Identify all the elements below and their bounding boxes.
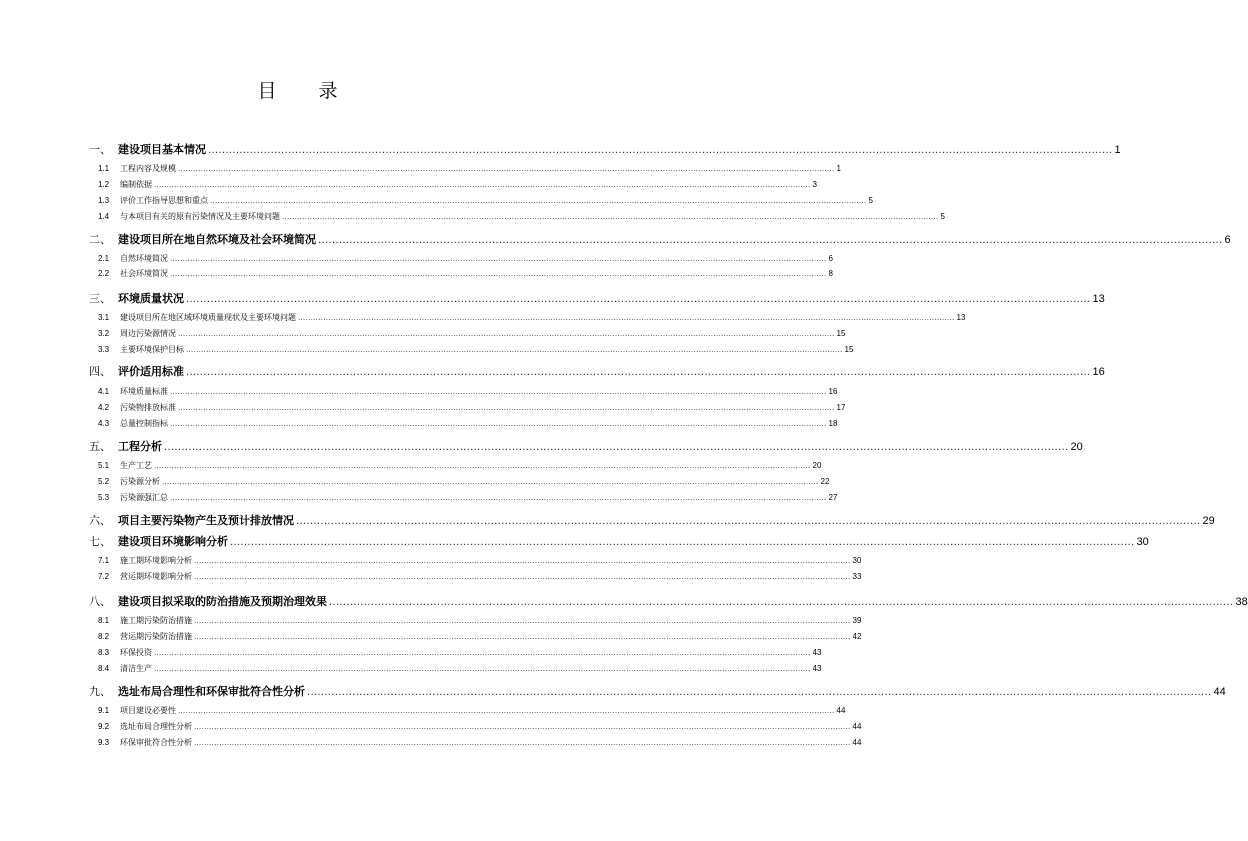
toc-entry-number: 9.2 xyxy=(98,722,110,731)
toc-entry-title: 主要环境保护目标 xyxy=(120,345,184,354)
toc-entry-number: 5.2 xyxy=(98,477,110,486)
toc-entry-title: 建设项目基本情况 xyxy=(118,143,206,156)
toc-entry-number: 2.2 xyxy=(98,269,110,278)
toc-dot-leader: .................................................................................................................................................................................................................................................................... xyxy=(186,346,843,354)
toc-entry-number: 5.3 xyxy=(98,493,110,502)
toc-section-entry[interactable] xyxy=(98,344,854,355)
toc-entry-number: 五、 xyxy=(89,440,111,453)
toc-entry-number: 九、 xyxy=(89,685,111,698)
toc-entry-title: 建设项目环境影响分析 xyxy=(118,535,228,548)
toc-entry-number: 七、 xyxy=(89,535,111,548)
toc-entry-number: 六、 xyxy=(89,514,111,527)
toc-entry-title: 项目主要污染物产生及预计排放情况 xyxy=(118,514,294,527)
toc-entry-title: 生产工艺 xyxy=(120,461,152,470)
toc-section-entry[interactable] xyxy=(98,647,822,658)
toc-entry-number: 4.3 xyxy=(98,419,110,428)
toc-page-number: 15 xyxy=(836,329,846,338)
toc-dot-leader: .................................................................................................................................................................................................................................................................... xyxy=(170,255,827,263)
toc-section-entry[interactable] xyxy=(98,615,862,626)
toc-entry-title: 环境质量标准 xyxy=(120,387,168,396)
toc-entry-number: 3.3 xyxy=(98,345,110,354)
toc-entry-number: 3.2 xyxy=(98,329,110,338)
toc-section-entry[interactable] xyxy=(98,631,862,642)
toc-dot-leader: .................................................................................................................................................................................................................................................................... xyxy=(282,213,939,221)
toc-section-entry[interactable] xyxy=(98,721,862,732)
toc-page-number: 17 xyxy=(836,403,846,412)
toc-chapter-entry[interactable] xyxy=(89,438,1083,454)
toc-section-entry[interactable] xyxy=(98,705,846,716)
toc-page-number: 6 xyxy=(828,254,833,263)
toc-page-number: 8 xyxy=(828,269,833,278)
toc-section-entry[interactable] xyxy=(98,571,862,582)
toc-dot-leader: .................................................................................................................................................................................................................................................................... xyxy=(318,235,1223,246)
toc-chapter-entry[interactable] xyxy=(89,290,1105,306)
toc-entry-number: 4.2 xyxy=(98,403,110,412)
toc-page-number: 44 xyxy=(836,706,846,715)
toc-section-entry[interactable] xyxy=(98,555,862,566)
toc-page-number: 1 xyxy=(836,164,841,173)
toc-page-number: 30 xyxy=(852,556,862,565)
toc-section-entry[interactable] xyxy=(98,663,822,674)
toc-page-number: 44 xyxy=(852,722,862,731)
toc-section-entry[interactable] xyxy=(98,386,838,397)
toc-entry-number: 9.3 xyxy=(98,738,110,747)
toc-page-number: 29 xyxy=(1202,515,1215,527)
toc-entry-title: 营运期污染防治措施 xyxy=(120,632,192,641)
toc-dot-leader: .................................................................................................................................................................................................................................................................... xyxy=(194,557,851,565)
toc-page-number: 13 xyxy=(1092,293,1105,305)
toc-dot-leader: .................................................................................................................................................................................................................................................................... xyxy=(170,388,827,396)
toc-page-number: 20 xyxy=(812,461,822,470)
toc-dot-leader: .................................................................................................................................................................................................................................................................... xyxy=(307,687,1212,698)
toc-entry-number: 1.3 xyxy=(98,196,110,205)
toc-entry-title: 营运期环境影响分析 xyxy=(120,572,192,581)
toc-entry-title: 清洁生产 xyxy=(120,664,152,673)
toc-chapter-entry[interactable] xyxy=(89,593,1248,609)
toc-section-entry[interactable] xyxy=(98,253,833,264)
toc-dot-leader: .................................................................................................................................................................................................................................................................... xyxy=(178,330,835,338)
toc-dot-leader: .................................................................................................................................................................................................................................................................... xyxy=(170,270,827,278)
toc-page-number: 5 xyxy=(868,196,873,205)
toc-dot-leader: .................................................................................................................................................................................................................................................................... xyxy=(170,420,827,428)
toc-entry-number: 二、 xyxy=(89,233,111,246)
toc-entry-number: 三、 xyxy=(89,292,111,305)
toc-entry-number: 8.1 xyxy=(98,616,110,625)
toc-dot-leader: .................................................................................................................................................................................................................................................................... xyxy=(170,494,827,502)
toc-dot-leader: .................................................................................................................................................................................................................................................................... xyxy=(298,314,955,322)
toc-dot-leader: .................................................................................................................................................................................................................................................................... xyxy=(329,597,1234,608)
toc-entry-title: 污染源强汇总 xyxy=(120,493,168,502)
toc-entry-title: 评价适用标准 xyxy=(118,365,184,378)
toc-entry-number: 1.1 xyxy=(98,164,110,173)
toc-dot-leader: .................................................................................................................................................................................................................................................................... xyxy=(178,165,835,173)
toc-entry-number: 八、 xyxy=(89,595,111,608)
toc-page-number: 6 xyxy=(1224,234,1231,246)
toc-page-number: 33 xyxy=(852,572,862,581)
toc-entry-number: 7.2 xyxy=(98,572,110,581)
toc-section-entry[interactable] xyxy=(98,460,822,471)
toc-entry-title: 选址布局合理性分析 xyxy=(120,722,192,731)
toc-entry-title: 环境质量状况 xyxy=(118,292,184,305)
toc-entry-title: 选址布局合理性和环保审批符合性分析 xyxy=(118,685,305,698)
toc-entry-number: 四、 xyxy=(89,365,111,378)
toc-entry-title: 总量控制指标 xyxy=(120,419,168,428)
toc-entry-number: 7.1 xyxy=(98,556,110,565)
toc-page-number: 16 xyxy=(1092,366,1105,378)
toc-entry-number: 8.2 xyxy=(98,632,110,641)
toc-entry-number: 一、 xyxy=(89,143,111,156)
toc-page-number: 16 xyxy=(828,387,838,396)
toc-entry-number: 5.1 xyxy=(98,461,110,470)
toc-chapter-entry[interactable] xyxy=(89,231,1231,247)
toc-page-number: 15 xyxy=(844,345,854,354)
toc-page-number: 43 xyxy=(812,664,822,673)
toc-page-number: 1 xyxy=(1114,144,1121,156)
toc-entry-number: 8.4 xyxy=(98,664,110,673)
toc-entry-title: 评价工作指导思想和重点 xyxy=(120,196,208,205)
toc-section-entry[interactable] xyxy=(98,163,841,174)
toc-entry-number: 2.1 xyxy=(98,254,110,263)
toc-page-number: 38 xyxy=(1235,596,1248,608)
toc-dot-leader: .................................................................................................................................................................................................................................................................... xyxy=(154,462,811,470)
toc-dot-leader: .................................................................................................................................................................................................................................................................... xyxy=(194,723,851,731)
toc-page-number: 3 xyxy=(812,180,817,189)
toc-section-entry[interactable] xyxy=(98,179,817,190)
toc-chapter-entry[interactable] xyxy=(89,533,1149,549)
toc-entry-title: 工程内容及规模 xyxy=(120,164,176,173)
toc-section-entry[interactable] xyxy=(98,402,846,413)
toc-entry-title: 编制依据 xyxy=(120,180,152,189)
toc-page-number: 44 xyxy=(1213,686,1226,698)
toc-entry-title: 建设项目所在地区域环境质量现状及主要环境问题 xyxy=(120,313,296,322)
toc-section-entry[interactable] xyxy=(98,328,846,339)
toc-chapter-entry[interactable] xyxy=(89,363,1105,379)
toc-dot-leader: .................................................................................................................................................................................................................................................................... xyxy=(162,478,819,486)
toc-page-number: 5 xyxy=(940,212,945,221)
toc-chapter-entry[interactable] xyxy=(89,141,1121,157)
toc-dot-leader: .................................................................................................................................................................................................................................................................... xyxy=(186,367,1091,378)
toc-section-entry[interactable] xyxy=(98,211,945,222)
toc-dot-leader: .................................................................................................................................................................................................................................................................... xyxy=(210,197,867,205)
toc-section-entry[interactable] xyxy=(98,476,830,487)
toc-entry-number: 8.3 xyxy=(98,648,110,657)
toc-dot-leader: .................................................................................................................................................................................................................................................................... xyxy=(194,617,851,625)
toc-dot-leader: .................................................................................................................................................................................................................................................................... xyxy=(164,442,1069,453)
toc-dot-leader: .................................................................................................................................................................................................................................................................... xyxy=(194,739,851,747)
toc-entry-number: 9.1 xyxy=(98,706,110,715)
toc-page-number: 20 xyxy=(1070,441,1083,453)
toc-section-entry[interactable] xyxy=(98,312,966,323)
toc-entry-title: 污染源分析 xyxy=(120,477,160,486)
toc-page-number: 44 xyxy=(852,738,862,747)
toc-dot-leader: .................................................................................................................................................................................................................................................................... xyxy=(178,404,835,412)
page-title: 目 录 xyxy=(257,80,356,102)
toc-entry-title: 社会环境简况 xyxy=(120,269,168,278)
toc-dot-leader: .................................................................................................................................................................................................................................................................... xyxy=(154,665,811,673)
toc-entry-number: 3.1 xyxy=(98,313,110,322)
toc-dot-leader: .................................................................................................................................................................................................................................................................... xyxy=(194,633,851,641)
toc-entry-title: 与本项目有关的原有污染情况及主要环境问题 xyxy=(120,212,280,221)
toc-entry-number: 1.4 xyxy=(98,212,110,221)
toc-entry-title: 周边污染源情况 xyxy=(120,329,176,338)
toc-page-number: 13 xyxy=(956,313,966,322)
toc-page-number: 30 xyxy=(1136,536,1149,548)
toc-entry-title: 施工期污染防治措施 xyxy=(120,616,192,625)
toc-page-number: 43 xyxy=(812,648,822,657)
toc-entry-title: 污染物排放标准 xyxy=(120,403,176,412)
toc-dot-leader: .................................................................................................................................................................................................................................................................... xyxy=(178,707,835,715)
toc-entry-title: 自然环境简况 xyxy=(120,254,168,263)
toc-page-number: 18 xyxy=(828,419,838,428)
toc-dot-leader: .................................................................................................................................................................................................................................................................... xyxy=(296,516,1201,527)
toc-page-number: 42 xyxy=(852,632,862,641)
toc-entry-title: 建设项目拟采取的防治措施及预期治理效果 xyxy=(118,595,327,608)
toc-section-entry[interactable] xyxy=(98,737,862,748)
toc-dot-leader: .................................................................................................................................................................................................................................................................... xyxy=(194,573,851,581)
toc-section-entry[interactable] xyxy=(98,418,838,429)
toc-section-entry[interactable] xyxy=(98,268,833,279)
toc-page-number: 39 xyxy=(852,616,862,625)
toc-entry-title: 项目建设必要性 xyxy=(120,706,176,715)
toc-entry-number: 4.1 xyxy=(98,387,110,396)
toc-dot-leader: .................................................................................................................................................................................................................................................................... xyxy=(186,294,1091,305)
toc-dot-leader: .................................................................................................................................................................................................................................................................... xyxy=(208,145,1113,156)
toc-dot-leader: .................................................................................................................................................................................................................................................................... xyxy=(230,537,1135,548)
toc-entry-title: 建设项目所在地自然环境及社会环境简况 xyxy=(118,233,316,246)
toc-chapter-entry[interactable] xyxy=(89,512,1215,528)
toc-section-entry[interactable] xyxy=(98,492,838,503)
toc-chapter-entry[interactable] xyxy=(89,683,1226,699)
toc-section-entry[interactable] xyxy=(98,195,873,206)
toc-dot-leader: .................................................................................................................................................................................................................................................................... xyxy=(154,181,811,189)
toc-page-number: 27 xyxy=(828,493,838,502)
toc-page-number: 22 xyxy=(820,477,830,486)
toc-entry-title: 环保投资 xyxy=(120,648,152,657)
toc-dot-leader: .................................................................................................................................................................................................................................................................... xyxy=(154,649,811,657)
toc-entry-number: 1.2 xyxy=(98,180,110,189)
toc-entry-title: 工程分析 xyxy=(118,440,162,453)
toc-entry-title: 环保审批符合性分析 xyxy=(120,738,192,747)
toc-entry-title: 施工期环境影响分析 xyxy=(120,556,192,565)
